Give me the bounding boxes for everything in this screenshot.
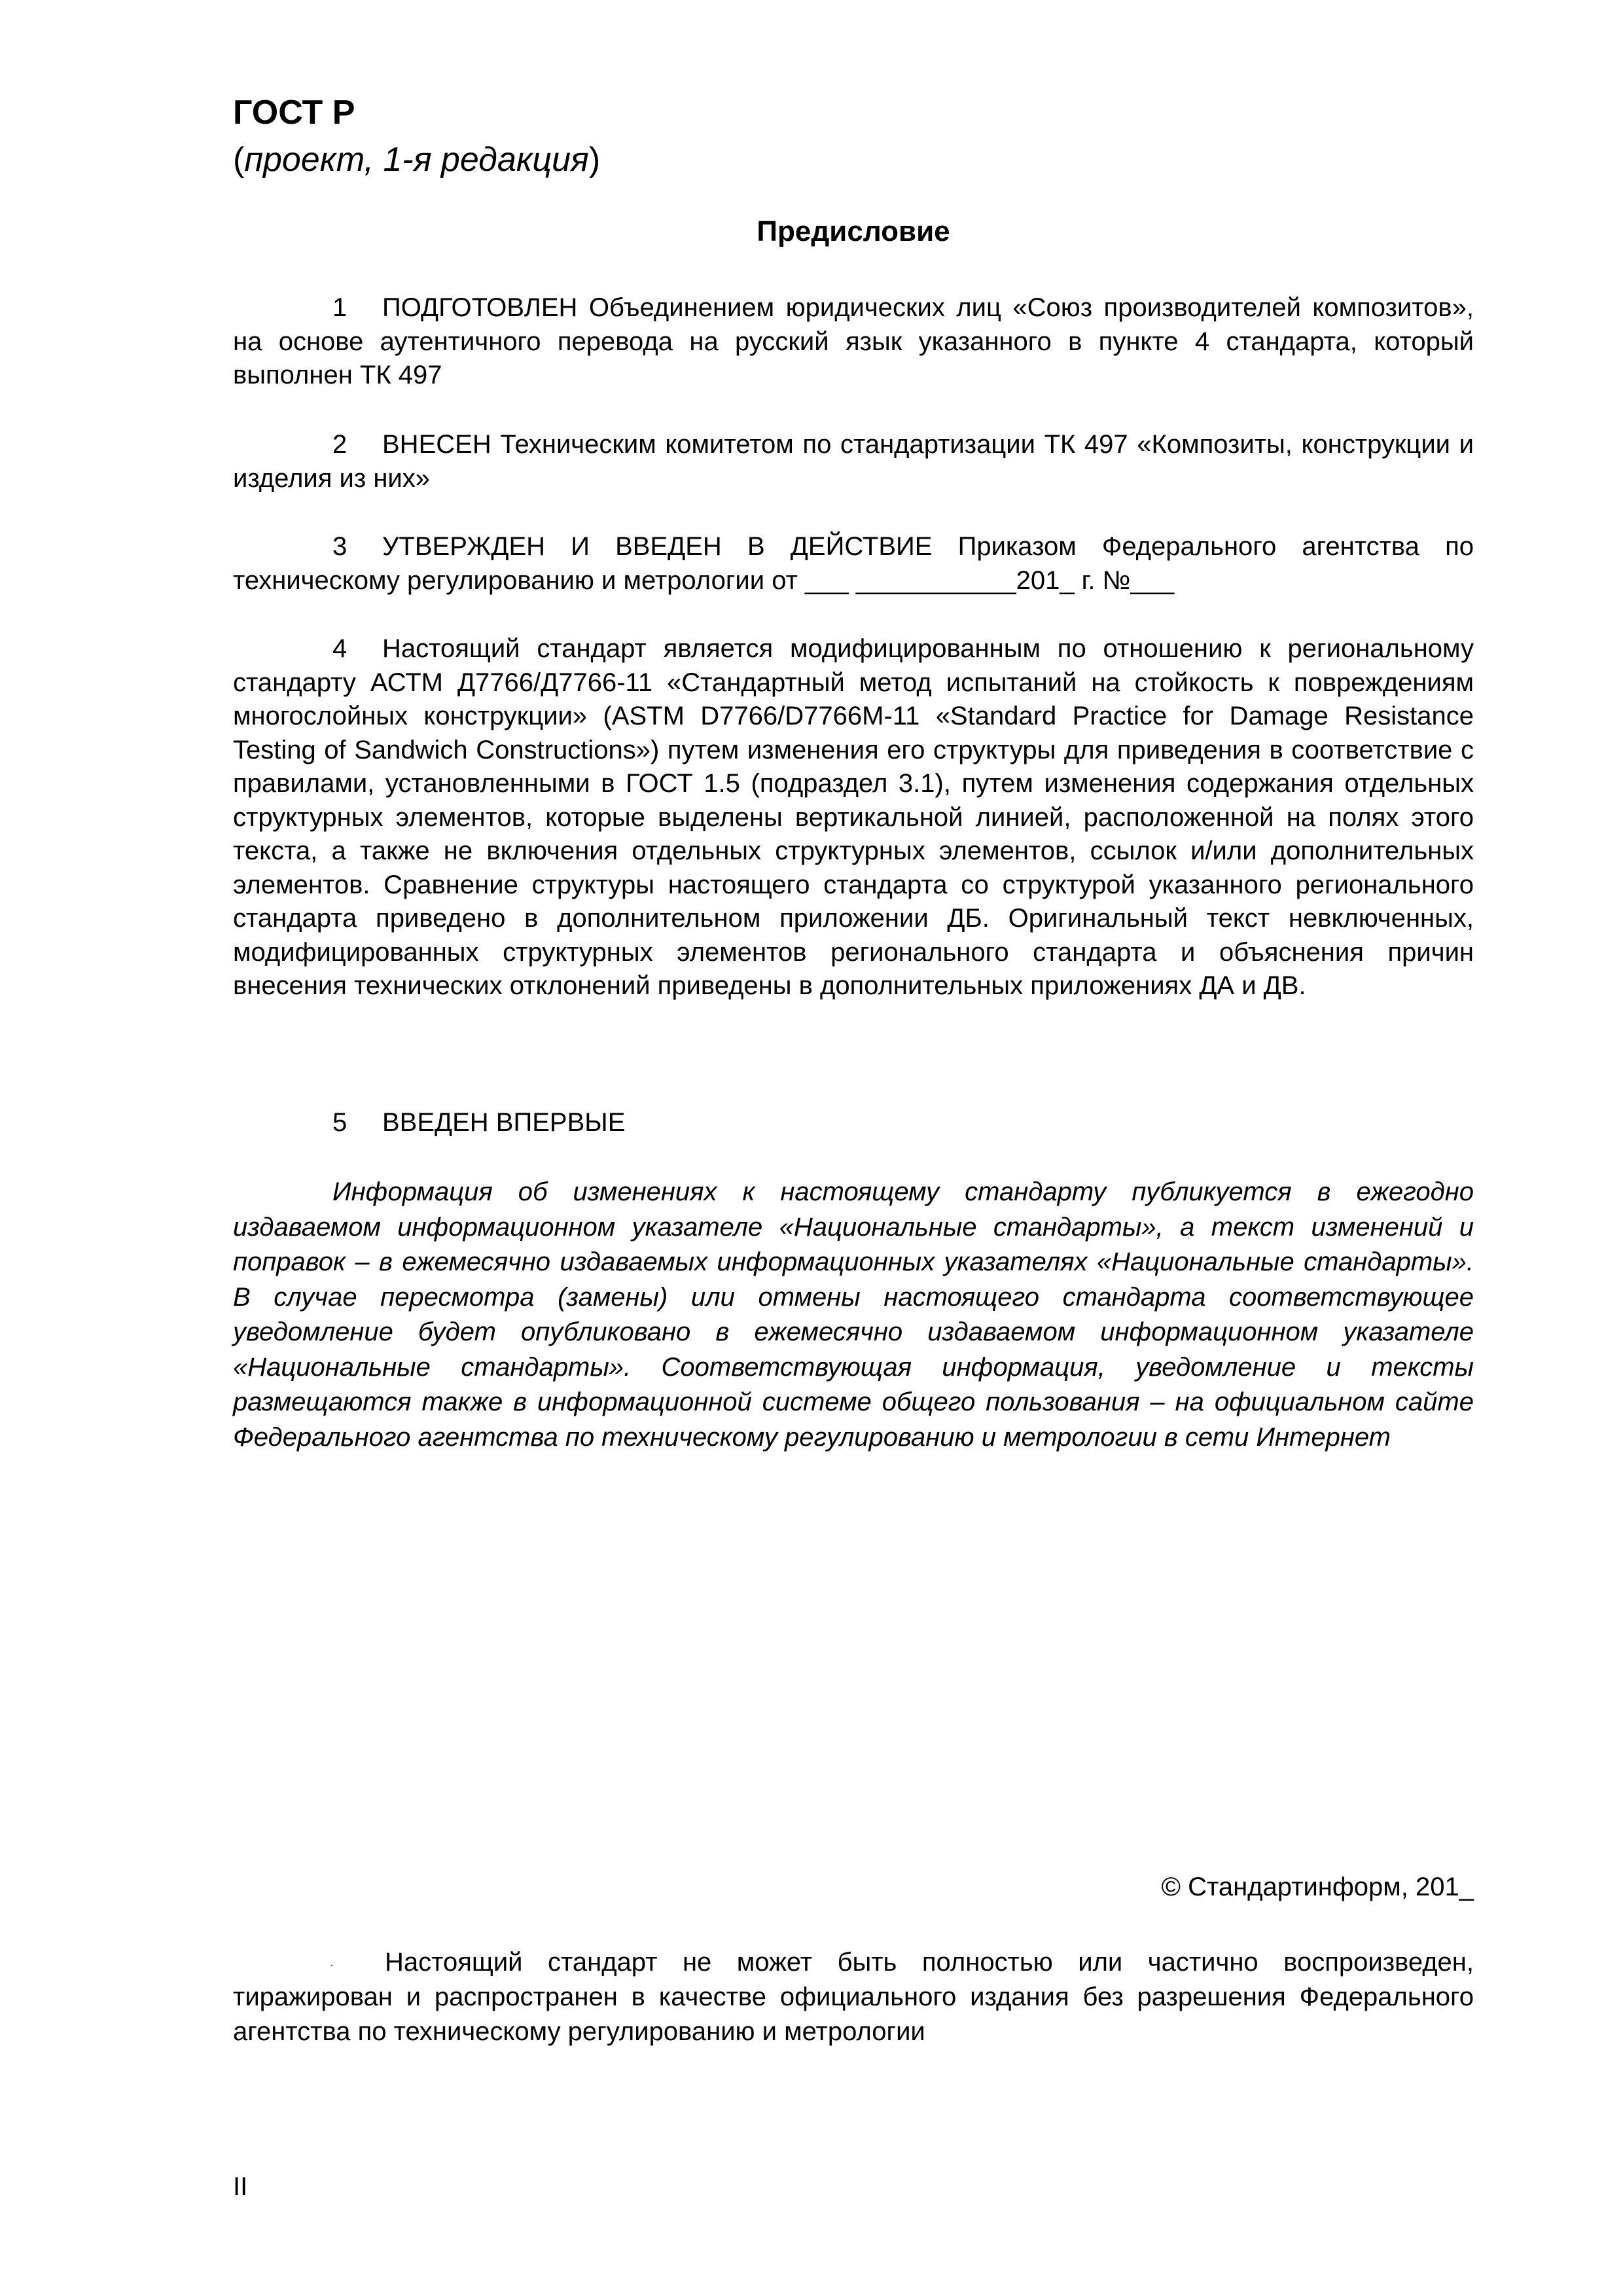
item-number: 5 (332, 1108, 348, 1137)
page-number: II (233, 2172, 248, 2201)
item-text: ПОДГОТОВЛЕН Объединением юридических лиц «Союз производителей композитов», на основе аутентичного перевода на русский язык указанного в пункте 4 стандарта, который выполнен ТК 497 (233, 293, 1474, 389)
foreword-item-1 (233, 291, 1474, 393)
foreword-item-3 (233, 530, 1474, 598)
edition-text: проект, 1-я редакция (244, 141, 589, 179)
item-number: 3 (332, 532, 348, 561)
copyright-notice: © Стандартинформ, 201_ (1161, 1873, 1474, 1901)
page-title: Предисловие (757, 215, 950, 247)
reproduction-rights-notice: Настоящий стандарт не может быть полностью или частично воспроизведен, тиражирован и распространен в качестве официального издания без разрешения Федерального агентства по техническому регулированию и метрологии (233, 1948, 1474, 2046)
item-text: Настоящий стандарт является модифицированным по отношению к региональному стандарту АСТМ Д7766/Д7766-11 «Стандартный метод испытаний на стойкость к повреждениям многослойных конструкции» (ASTM D7766/D7766M-11 «Standard Practice for Damage Resistance Testing of Sandwich Constructions») путем изменения его структуры для приведения в соответствие с правилами, установленными в ГОСТ 1.5 (подраздел 3.1), путем изменения содержания отдельных структурных элементов, которые выделены вертикальной линией, расположенной на полях этого текста, а также не включения отдельных структурных элементов, ссылок и/или дополнительных элементов. Сравнение структуры настоящего стандарта со структурой указанного регионального стандарта приведено в дополнительном приложении ДБ. Оригинальный текст невключенных, модифицированных структурных элементов регионального стандарта и объяснения причин внесения технических отклонений приведены в дополнительных приложениях ДА и ДВ. (233, 634, 1474, 1000)
foreword-item-2 (233, 428, 1474, 495)
item-number: 1 (332, 293, 348, 322)
foreword-item-5 (233, 1106, 1474, 1140)
item-number: 2 (332, 430, 348, 459)
item-number: 4 (332, 634, 348, 663)
standard-code: ГОСТ Р (233, 94, 355, 132)
foreword-item-4 (233, 632, 1474, 1003)
rights-marker: . (330, 1955, 334, 1969)
item-text: УТВЕРЖДЕН И ВВЕДЕН В ДЕЙСТВИЕ Приказом Федерального агентства по техническому регулированию и метрологии от ___ ___________201_ г. №___ (233, 532, 1474, 595)
edition-open-paren: ( (233, 141, 245, 179)
item-text: ВНЕСЕН Техническим комитетом по стандартизации ТК 497 «Композиты, конструкции и изделия из них» (233, 430, 1474, 493)
item-text: ВВЕДЕН ВПЕРВЫЕ (382, 1108, 626, 1137)
draft-edition-label (233, 139, 600, 181)
amendments-info-note: Информация об изменениях к настоящему стандарту публикуется в ежегодно издаваемом информационном указателе «Национальные стандарты», а текст изменений и поправок – в ежемесячно издаваемых информационных указателях «Национальные стандарты». В случае пересмотра (замены) или отмены настоящего стандарта соответствующее уведомление будет опубликовано в ежемесячно издаваемом информационном указателе «Национальные стандарты». Соответствующая информация, уведомление и тексты размещаются также в информационной системе общего пользования – на официальном сайте Федерального агентства по техническому регулированию и метрологии в сети Интернет (233, 1177, 1474, 1452)
edition-close-paren: ) (588, 141, 601, 179)
